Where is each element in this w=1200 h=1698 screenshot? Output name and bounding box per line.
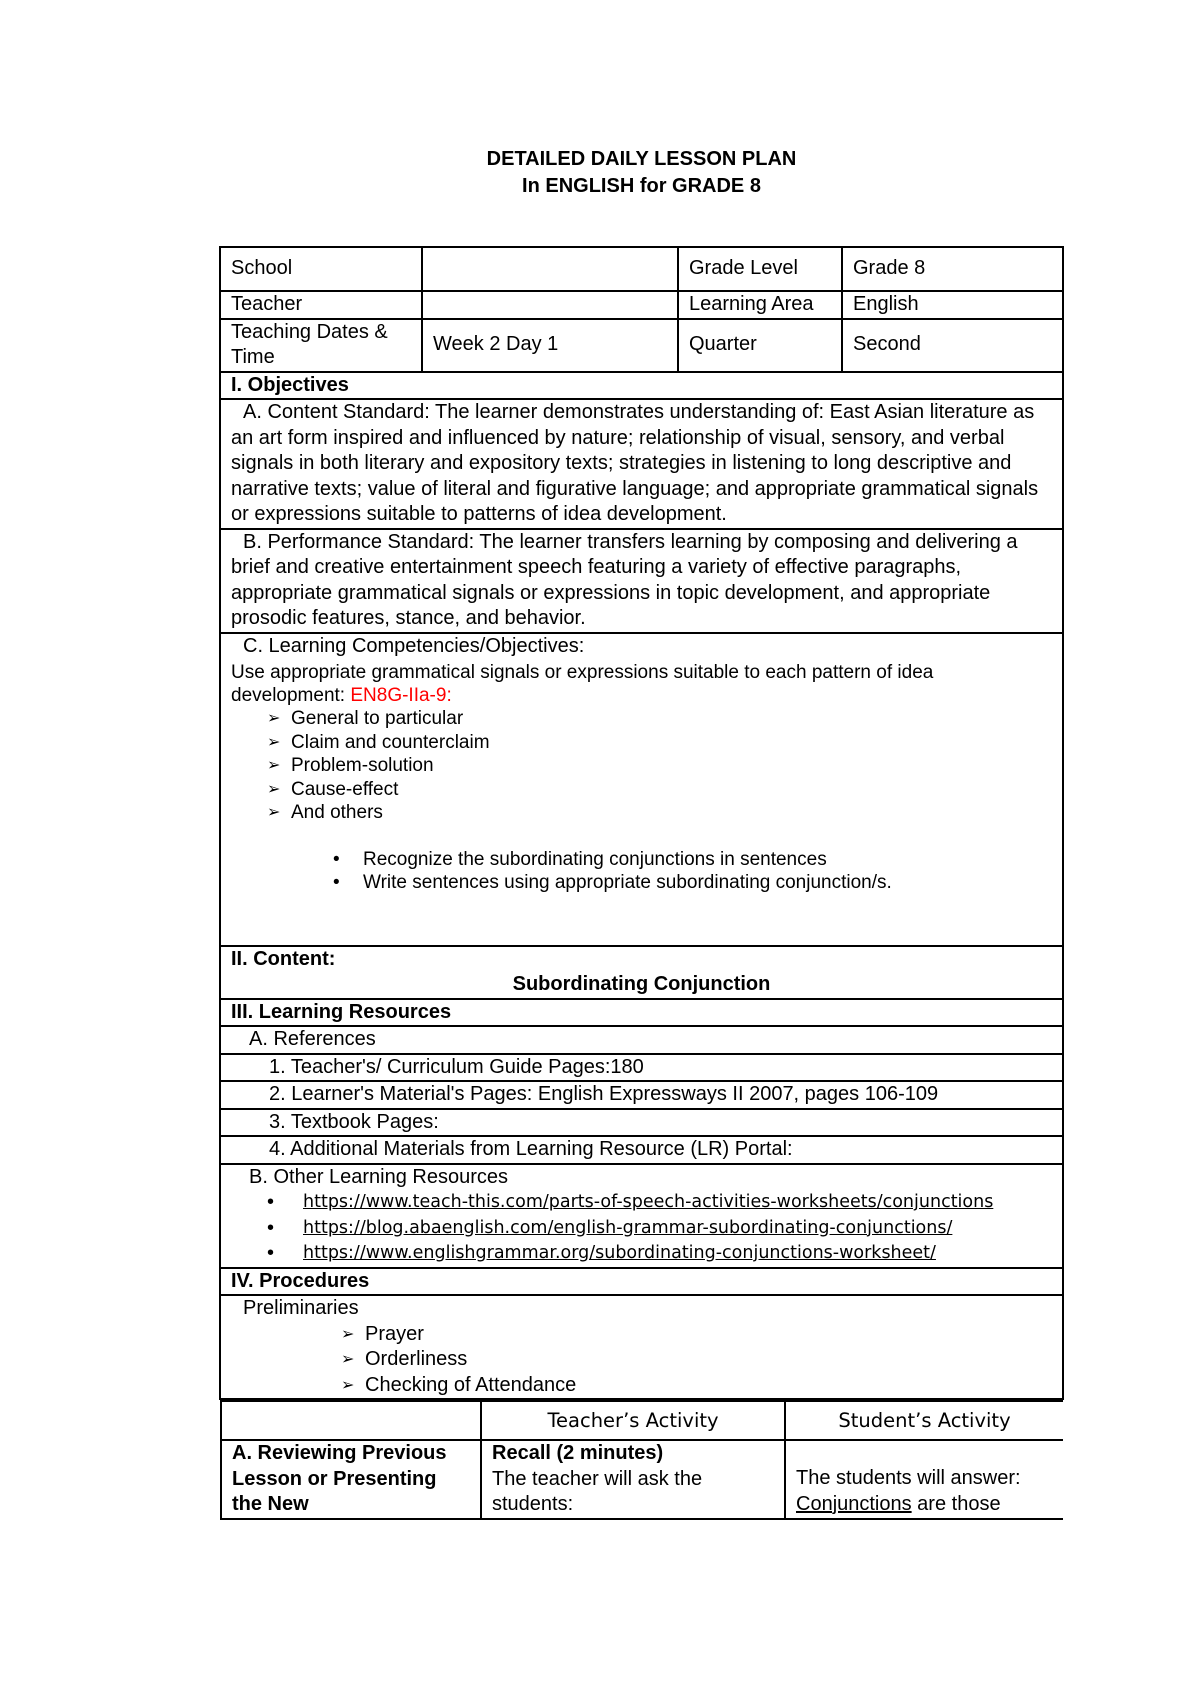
references-row: A. References [220,1026,1063,1054]
list-item [231,1241,1052,1267]
list-item: ➢ General to particular [267,708,464,729]
activity-blank-header [221,1401,481,1440]
list-item [231,1216,1052,1242]
goals-list [231,848,1052,895]
bullet-icon: • [333,848,340,870]
resource-link[interactable]: https://www.englishgrammar.org/subordinating-conjunctions-worksheet/ [303,1243,936,1263]
competencies-heading: C. Learning Competencies/Objectives: [243,634,585,657]
preliminaries-cell [220,1295,1063,1399]
competencies-cell [220,633,1063,946]
title-line-1: DETAILED DAILY LESSON PLAN [486,148,797,170]
document-title [0,146,1200,200]
links-list [231,1190,1052,1267]
grade-level-label: Grade Level [678,247,842,291]
content-cell [220,946,1063,999]
teacher-text: The teacher will ask the students: [492,1467,703,1515]
competency-code: EN8G-IIa-9: [350,685,452,706]
bullet-icon: • [267,1216,275,1239]
dates-label: Teaching Dates & Time [220,319,422,372]
school-row [220,247,1063,291]
list-item: ➢ Cause-effect [267,778,399,800]
lr-portal-row: 4. Additional Materials from Learning Resource (LR) Portal: [220,1136,1063,1164]
quarter-value: Second [842,319,1063,372]
bullet-icon: • [267,1191,275,1213]
conjunctions-term: Conjunctions [796,1492,912,1515]
list-item [231,1190,1052,1216]
teacher-value [422,291,678,319]
bullet-icon: • [333,872,340,893]
tg-pages-row: 1. Teacher's/ Curriculum Guide Pages:180 [220,1054,1063,1082]
quarter-label: Quarter [678,319,842,372]
preliminaries-label: Preliminaries [243,1297,359,1319]
list-item: ➢ Problem-solution [267,755,434,776]
lm-pages-row: 2. Learner's Material's Pages: English Expressways II 2007, pages 106-109 [220,1081,1063,1109]
other-resources-heading: B. Other Learning Resources [249,1165,509,1188]
recall-title: Recall (2 minutes) [492,1442,664,1464]
list-item: ➢ And others [267,802,383,823]
teacher-label: Teacher [220,291,422,319]
content-heading: II. Content: [231,947,336,970]
teacher-activity-header: Teacher’s Activity [481,1401,785,1440]
grade-level-value: Grade 8 [842,247,1063,291]
performance-standard [220,529,1063,633]
objectives-heading: I. Objectives [220,372,1063,400]
textbook-pages-row: 3. Textbook Pages: [220,1109,1063,1137]
student-activity-cell: The students will answer: Conjunctions are those [785,1440,1063,1519]
lesson-plan-table [219,246,1064,1520]
list-item: • Write sentences using appropriate subordinating conjunction/s. [333,872,892,893]
content-standard-text: A. Content Standard: The learner demonstrates understanding of: East Asian literature as an art form inspired and influenced by nature; relationship of visual, sensory, and verbal signals in both literary and expository texts; strategies in listening to long descriptive and narrative texts; value of literal and figurative language; and appropriate grammatical signals or expressions suitable to patterns of idea development. [231,401,1039,525]
arrow-bullet-icon: ➢ [341,1351,355,1368]
resource-link[interactable]: https://blog.abaenglish.com/english-grammar-subordinating-conjunctions/ [303,1217,953,1238]
other-resources-cell [220,1164,1063,1268]
school-value [422,247,678,291]
activity-table [220,1400,1063,1520]
arrow-bullet-icon: ➢ [341,1325,355,1343]
resource-link[interactable]: https://www.teach-this.com/parts-of-speech-activities-worksheets/conjunctions [303,1192,994,1212]
teacher-activity-cell [481,1440,785,1519]
arrow-bullet-icon: ➢ [267,804,281,821]
arrow-bullet-icon: ➢ [267,710,281,727]
list-item: • Recognize the subordinating conjunctions in sentences [333,848,827,870]
student-activity-header: Student’s Activity [785,1401,1063,1440]
dates-row [220,319,1063,372]
performance-standard-text: B. Performance Standard: The learner transfers learning by composing and delivering a brief and creative entertainment speech featuring a variety of effective paragraphs, appropriate grammatical signals or expressions in topic development, and appropriate prosodic features, stance, and behavior. [231,530,1018,629]
learning-area-value: English [842,291,1063,319]
content-topic: Subordinating Conjunction [512,973,771,995]
list-item: ➢ Orderliness [231,1347,1052,1373]
school-label: School [220,247,422,291]
arrow-bullet-icon: ➢ [267,780,281,798]
teacher-row [220,291,1063,319]
title-line-2: In ENGLISH for GRADE 8 [522,175,761,197]
bullet-icon: • [267,1242,275,1264]
arrow-bullet-icon: ➢ [267,733,281,751]
dates-value: Week 2 Day 1 [422,319,678,372]
activity-table-wrapper [220,1399,1063,1520]
procedures-heading: IV. Procedures [220,1268,1063,1296]
competencies-desc: Use appropriate grammatical signals or expressions suitable to each pattern of idea development: [231,662,934,706]
preliminaries-list [231,1322,1052,1399]
row-a-label: A. Reviewing Previous Lesson or Presenting the New [221,1440,481,1519]
list-item: ➢ Checking of Attendance [231,1373,1052,1399]
resources-heading: III. Learning Resources [220,999,1063,1027]
patterns-list [231,707,1052,825]
arrow-bullet-icon: ➢ [341,1376,355,1394]
competencies-text [231,661,1052,707]
content-standard [220,399,1063,529]
list-item: ➢ Prayer [231,1322,1052,1348]
arrow-bullet-icon: ➢ [267,757,281,774]
learning-area-label: Learning Area [678,291,842,319]
list-item: ➢ Claim and counterclaim [267,731,490,753]
